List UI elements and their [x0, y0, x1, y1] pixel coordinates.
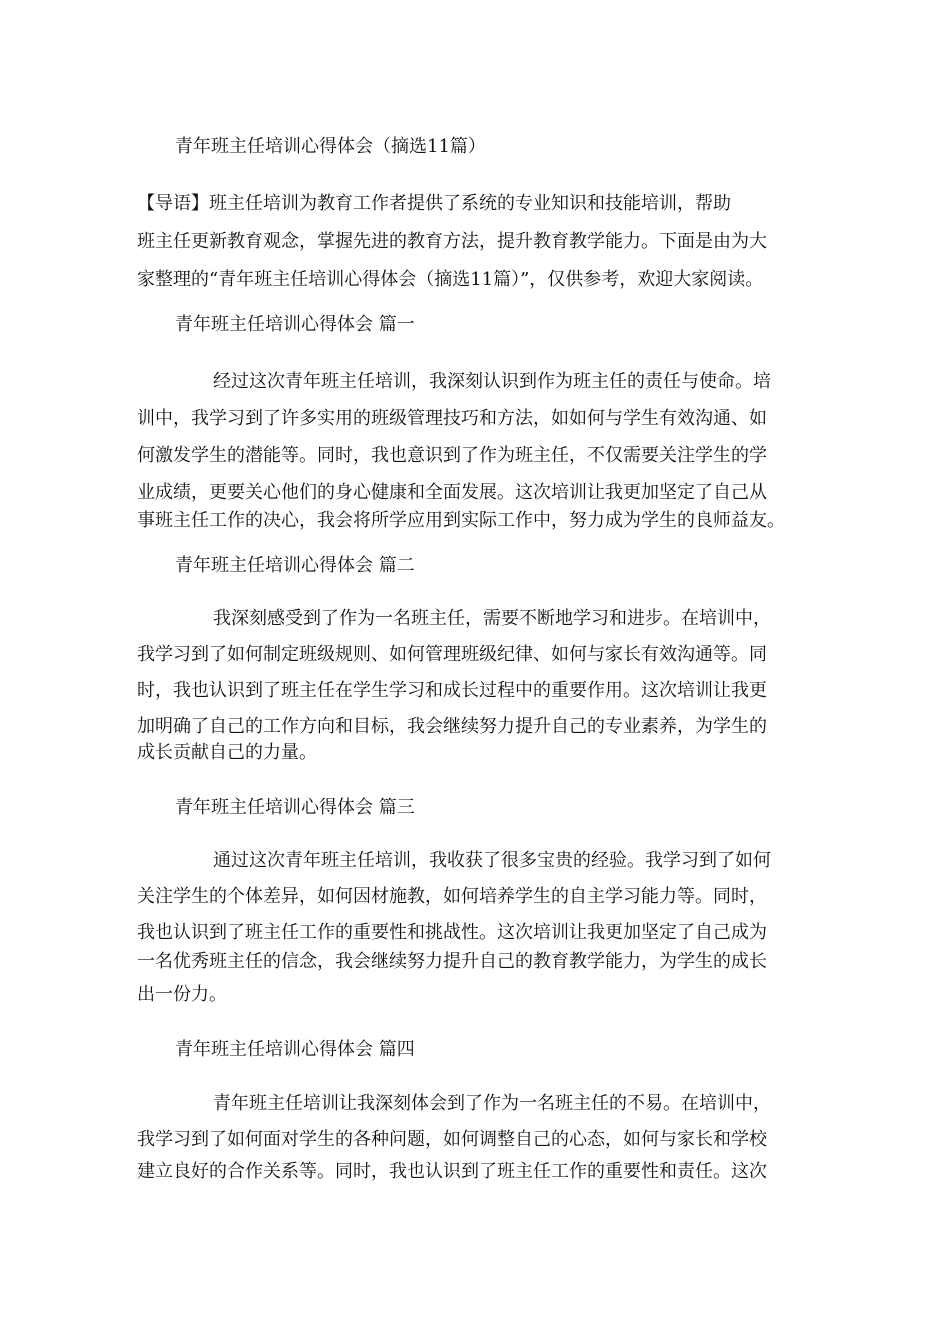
intro-line: 【导语】班主任培训为教育工作者提供了系统的专业知识和技能培训，帮助	[137, 193, 731, 214]
paragraph-line: 出一份力。	[137, 984, 227, 1005]
paragraph-line: 青年班主任培训让我深刻体会到了作为一名班主任的不易。在培训中，	[213, 1093, 771, 1114]
paragraph-line: 通过这次青年班主任培训，我收获了很多宝贵的经验。我学习到了如何	[213, 850, 771, 871]
section-heading: 青年班主任培训心得体会 篇三	[175, 797, 415, 818]
intro-line: 家整理的“青年班主任培训心得体会（摘选11篇）”，仅供参考，欢迎大家阅读。	[137, 269, 764, 290]
paragraph-line: 一名优秀班主任的信念，我会继续努力提升自己的教育教学能力，为学生的成长	[137, 951, 767, 972]
section-heading: 青年班主任培训心得体会 篇四	[175, 1039, 415, 1060]
paragraph-line: 训中，我学习到了许多实用的班级管理技巧和方法，如如何与学生有效沟通、如	[137, 408, 767, 429]
paragraph-line: 加明确了自己的工作方向和目标，我会继续努力提升自己的专业素养，为学生的	[137, 716, 767, 737]
paragraph-line: 建立良好的合作关系等。同时，我也认识到了班主任工作的重要性和责任。这次	[137, 1161, 767, 1182]
section-heading: 青年班主任培训心得体会 篇二	[175, 555, 415, 576]
paragraph-line: 成长贡献自己的力量。	[137, 742, 317, 763]
paragraph-line: 我学习到了如何制定班级规则、如何管理班级纪律、如何与家长有效沟通等。同	[137, 644, 767, 665]
document-title: 青年班主任培训心得体会（摘选11篇）	[175, 136, 486, 157]
paragraph-line: 何激发学生的潜能等。同时，我也意识到了作为班主任，不仅需要关注学生的学	[137, 445, 767, 466]
section-heading: 青年班主任培训心得体会 篇一	[175, 314, 415, 335]
paragraph-line: 我深刻感受到了作为一名班主任，需要不断地学习和进步。在培训中，	[213, 608, 771, 629]
paragraph-line-visible: 事班主任工作的决心，我会将所学应用到实际工作中，努力成为学生的良师益友。	[137, 510, 785, 531]
paragraph-line: 时，我也认识到了班主任在学生学习和成长过程中的重要作用。这次培训让我更	[137, 680, 767, 701]
paragraph-line: 业成绩，更要关心他们的身心健康和全面发展。这次培训让我更加坚定了自己从	[137, 482, 767, 503]
intro-line: 班主任更新教育观念，掌握先进的教育方法，提升教育教学能力。下面是由为大	[137, 231, 767, 252]
paragraph-line: 我学习到了如何面对学生的各种问题，如何调整自己的心态，如何与家长和学校	[137, 1129, 767, 1150]
paragraph-line: 关注学生的个体差异，如何因材施教，如何培养学生的自主学习能力等。同时，	[137, 886, 767, 907]
paragraph-line: 经过这次青年班主任培训，我深刻认识到作为班主任的责任与使命。培	[213, 371, 771, 392]
paragraph-line: 我也认识到了班主任工作的重要性和挑战性。这次培训让我更加坚定了自己成为	[137, 922, 767, 943]
